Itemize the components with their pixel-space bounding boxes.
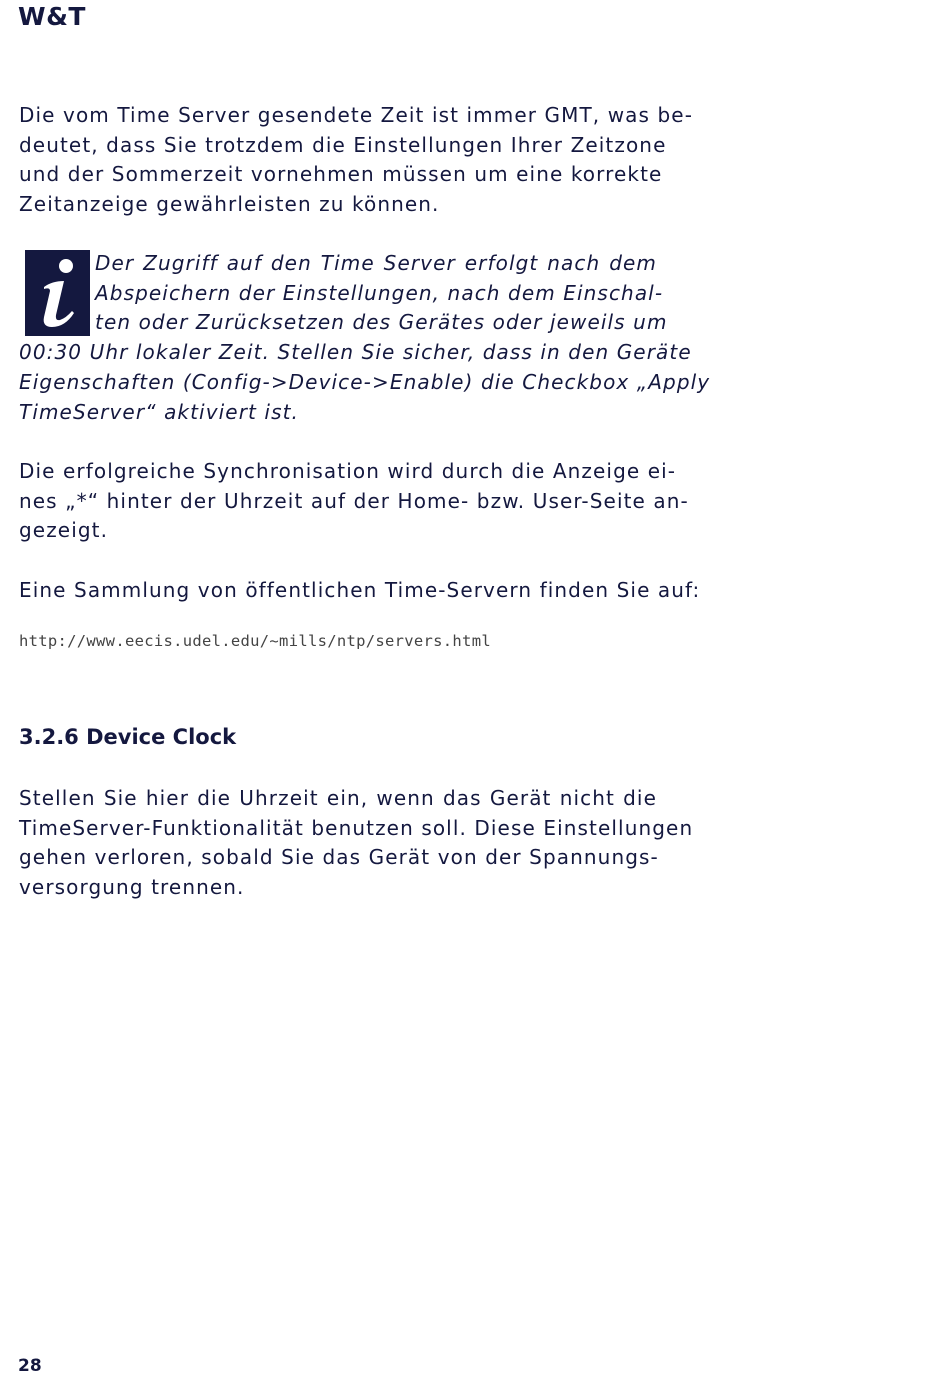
text-line: Abspeichern der Einstellungen, nach dem Einschal- (95, 280, 664, 305)
brand-logo-text: W&T (18, 2, 86, 31)
paragraph-servers (19, 576, 701, 606)
paragraph-device-clock (19, 784, 694, 903)
text-line: nes „*“ hinter der Uhrzeit auf der Home- bzw. User-Seite an- (19, 488, 689, 513)
text-line: versorgung trennen. (19, 875, 245, 900)
text-line: Zeitanzeige gewährleisten zu können. (19, 192, 440, 217)
section-device-clock (19, 725, 657, 749)
page-number: 28 (18, 1356, 42, 1376)
info-note (19, 249, 711, 427)
servers-link[interactable]: http://www.eecis.udel.edu/~mills/ntp/servers.html (19, 632, 491, 650)
paragraph-device-clock-text (19, 784, 694, 903)
info-note-text (19, 249, 711, 427)
text-line: gezeigt. (19, 518, 109, 543)
paragraph-servers-text (19, 576, 701, 606)
text-line: Die vom Time Server gesendete Zeit ist immer GMT, was be- (19, 103, 694, 127)
text-line: Stellen Sie hier die Uhrzeit ein, wenn das Gerät nicht die (19, 786, 657, 810)
text-line: ten oder Zurücksetzen des Gerätes oder jeweils um (95, 310, 668, 335)
text-line: Eine Sammlung von öffentlichen Time-Servern finden Sie auf: (19, 578, 701, 602)
url-block (19, 632, 657, 650)
text-line: Die erfolgreiche Synchronisation wird durch die Anzeige ei- (19, 459, 677, 483)
text-line: gehen verloren, sobald Sie das Gerät von der Spannungs- (19, 845, 659, 870)
section-heading: 3.2.6 Device Clock (19, 725, 237, 749)
text-line: 00:30 Uhr lokaler Zeit. Stellen Sie sicher, dass in den Geräte (19, 340, 692, 365)
text-line: Der Zugriff auf den Time Server erfolgt nach dem (95, 251, 657, 275)
text-line: Eigenschaften (Config->Device->Enable) die Checkbox „Apply (19, 369, 711, 394)
paragraph-sync (19, 457, 689, 546)
text-line: deutet, dass Sie trotzdem die Einstellungen Ihrer Zeitzone (19, 132, 667, 157)
paragraph-sync-text (19, 457, 689, 546)
info-glyph-icon (30, 253, 86, 333)
text-line: und der Sommerzeit vornehmen müssen um eine korrekte (19, 162, 663, 187)
paragraph-gmt-text (19, 101, 694, 220)
text-line: TimeServer“ aktiviert ist. (19, 399, 299, 424)
info-icon (25, 250, 90, 336)
paragraph-gmt (19, 101, 694, 220)
text-line: TimeServer-Funktionalität benutzen soll. Diese Einstellungen (19, 815, 694, 840)
